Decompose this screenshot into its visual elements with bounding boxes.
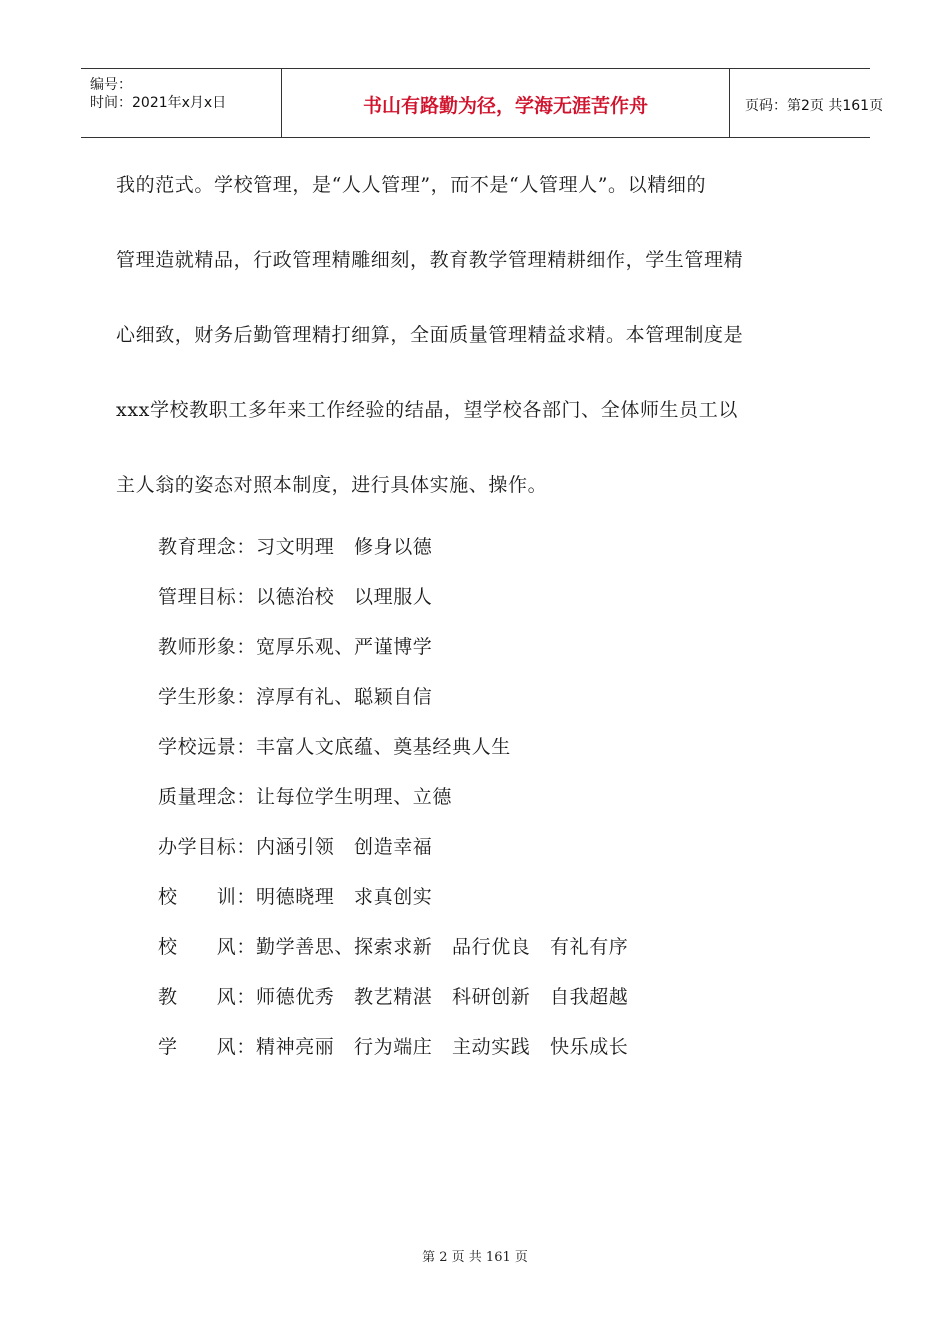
header-page-label: 页码：第2页 共161页 <box>745 98 884 114</box>
header-meta-cell <box>81 69 282 137</box>
list-item: 学 风：精神亮丽 行为端庄 主动实践 快乐成长 <box>158 1036 629 1058</box>
list-item: 办学目标：内涵引领 创造幸福 <box>158 836 433 858</box>
page-footer: 第 2 页 共 161 页 <box>422 1250 528 1265</box>
paragraph-line: 主人翁的姿态对照本制度，进行具体实施、操作。 <box>116 474 548 496</box>
page-header <box>81 68 884 138</box>
paragraph-line: 我的范式。学校管理，是“人人管理”，而不是“人管理人”。以精细的 <box>116 174 707 196</box>
list-item: 教师形象：宽厚乐观、严谨博学 <box>158 636 433 658</box>
paragraph-line: 心细致，财务后勤管理精打细算，全面质量管理精益求精。本管理制度是 <box>116 324 744 346</box>
body-paragraph <box>116 148 838 523</box>
list-item: 学生形象：淳厚有礼、聪颖自信 <box>158 686 433 708</box>
list-item: 管理目标：以德治校 以理服人 <box>158 586 433 608</box>
list-item: 学校远景：丰富人文底蕴、奠基经典人生 <box>158 736 511 758</box>
list-item: 教 风：师德优秀 教艺精湛 科研创新 自我超越 <box>158 986 629 1008</box>
list-item: 校 风：勤学善思、探索求新 品行优良 有礼有序 <box>158 936 629 958</box>
date-label: 时间：2021年x月x日 <box>90 95 227 111</box>
header-motto: 书山有路勤为径，学海无涯苦作舟 <box>362 95 648 117</box>
paragraph-line: 管理造就精品，行政管理精雕细刻，教育教学管理精耕细作，学生管理精 <box>116 249 744 271</box>
list-item: 质量理念：让每位学生明理、立德 <box>158 786 453 808</box>
list-item: 教育理念：习文明理 修身以德 <box>158 536 433 558</box>
paragraph-line: xxx学校教职工多年来工作经验的结晶，望学校各部门、全体师生员工以 <box>116 399 738 421</box>
header-motto-cell <box>282 69 730 137</box>
header-page-cell <box>731 69 884 137</box>
list-item: 校 训：明德晓理 求真创实 <box>158 886 433 908</box>
code-label: 编号： <box>90 77 132 93</box>
